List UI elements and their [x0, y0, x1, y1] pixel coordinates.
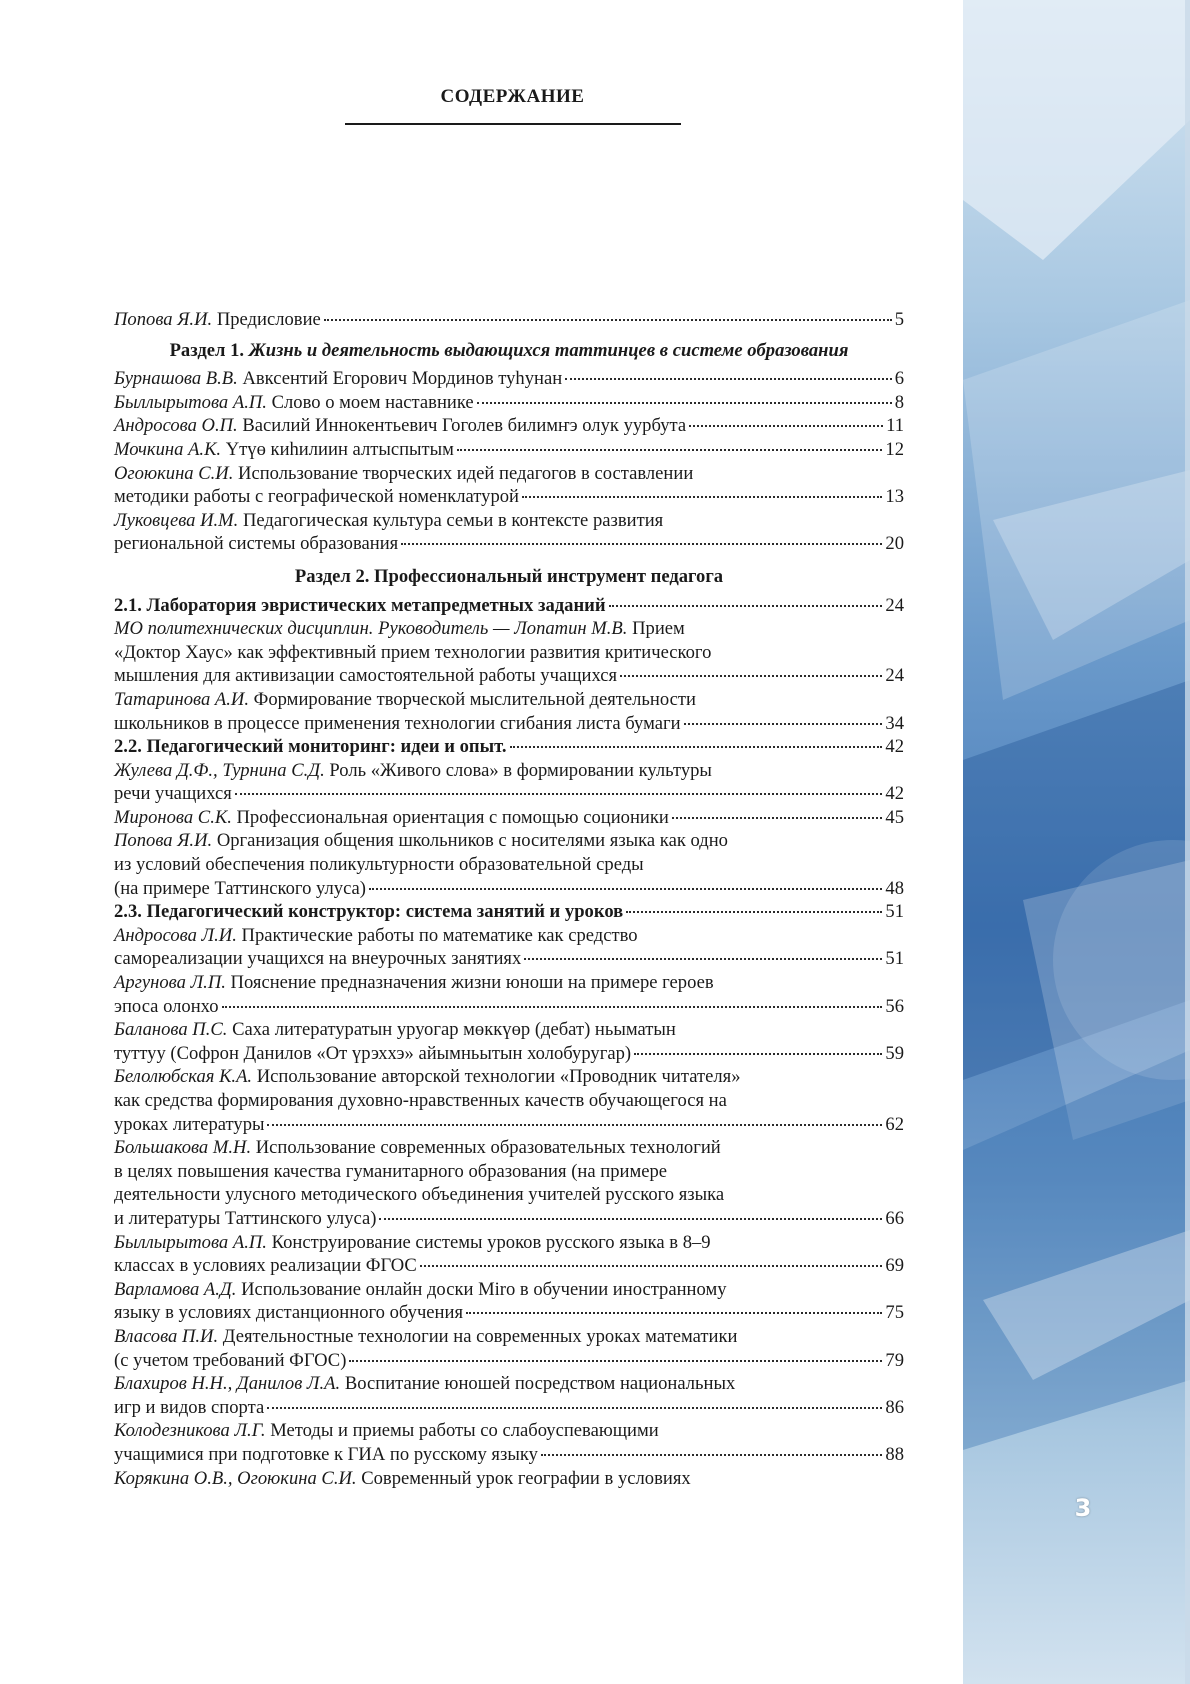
toc-page: 79: [885, 1349, 904, 1371]
toc-title: (на примере Таттинского улуса): [114, 877, 367, 899]
dot-leader: [420, 1265, 883, 1267]
dot-leader: [689, 425, 883, 427]
dot-leader: [672, 817, 883, 819]
toc-entry[interactable]: [114, 782, 904, 806]
toc-entry[interactable]: [114, 391, 904, 415]
toc-page: 12: [885, 438, 904, 460]
toc-author: Миронова С.К.: [114, 806, 232, 828]
toc-entry-line: деятельности улусного методического объединения учителей русского языка: [114, 1184, 725, 1206]
toc-author: Жулева Д.Ф., Турнина С.Д.: [114, 759, 325, 781]
toc-title: Формирование творческой мыслительной деятельности: [253, 688, 696, 710]
toc-entry-line[interactable]: [114, 829, 904, 853]
toc-entry[interactable]: [114, 1113, 904, 1137]
toc-title: Деятельностные технологии на современных уроках математики: [222, 1325, 738, 1347]
toc-title: (с учетом требований ФГОС): [114, 1349, 347, 1371]
toc-entry-line[interactable]: [114, 1419, 904, 1443]
section-heading: Раздел 2. Профессиональный инструмент педагога: [294, 565, 724, 587]
toc-entry[interactable]: [114, 1443, 904, 1467]
toc-entry-line[interactable]: [114, 1467, 904, 1491]
toc-title: Авксентий Егорович Мординов туһунан: [242, 368, 563, 390]
toc-entry-line[interactable]: [114, 971, 904, 995]
toc-author: Блахиров Н.Н., Данилов Л.А.: [114, 1373, 341, 1395]
toc-title: Слово о моем наставнике: [271, 391, 474, 413]
toc-title: Профессиональная ориентация с помощью соционики: [236, 806, 669, 828]
toc-title: региональной системы образования: [114, 533, 399, 555]
dot-leader: [222, 1006, 883, 1008]
toc-entry-line[interactable]: [114, 509, 904, 533]
toc-page: 6: [894, 368, 904, 390]
toc-entry[interactable]: [114, 947, 904, 971]
dot-leader: [565, 378, 892, 380]
toc-author: Белолюбская К.А.: [114, 1066, 253, 1088]
toc-page: 59: [885, 1042, 904, 1064]
decorative-side-band: [963, 0, 1190, 1684]
toc-author: Андросова О.П.: [114, 415, 238, 437]
subsection-title: 2.1. Лаборатория эвристических метапредметных заданий: [114, 594, 606, 616]
toc-entry-line[interactable]: [114, 924, 904, 948]
table-of-contents: [114, 308, 904, 1490]
toc-title: Роль «Живого слова» в формировании культуры: [329, 759, 712, 781]
dot-leader: [401, 543, 882, 545]
dot-leader: [510, 746, 883, 748]
toc-author: Власова П.И.: [114, 1325, 219, 1347]
toc-entry-line[interactable]: [114, 1065, 904, 1089]
toc-author: Быллырытова А.П.: [114, 1231, 267, 1253]
toc-title: туттуу (Софрон Данилов «От үрэххэ» айымньытын холобуругар): [114, 1042, 632, 1064]
dot-leader: [466, 1312, 882, 1314]
toc-entry-line[interactable]: [114, 1325, 904, 1349]
dot-leader: [524, 958, 882, 960]
toc-page: 45: [885, 806, 904, 828]
toc-title: языку в условиях дистанционного обучения: [114, 1302, 464, 1324]
toc-title: мышления для активизации самостоятельной работы учащихся: [114, 665, 618, 687]
toc-entry[interactable]: [114, 806, 904, 830]
page-title: СОДЕРЖАНИЕ: [440, 86, 585, 107]
toc-entry[interactable]: [114, 877, 904, 901]
toc-title: учащимися при подготовке к ГИА по русскому языку: [114, 1443, 538, 1465]
toc-entry-line[interactable]: [114, 617, 904, 641]
decorative-shapes: [963, 0, 1190, 1684]
section-heading: [114, 339, 904, 363]
toc-title: игр и видов спорта: [114, 1396, 265, 1418]
dot-leader: [626, 911, 882, 913]
toc-title: Использование авторской технологии «Проводник читателя»: [256, 1066, 741, 1088]
dot-leader: [609, 605, 883, 607]
title-underline: [345, 123, 681, 125]
toc-page: 75: [885, 1302, 904, 1324]
subsection-title: 2.3. Педагогический конструктор: система занятий и уроков: [114, 901, 624, 923]
toc-author: Варламова А.Д.: [114, 1278, 237, 1300]
dot-leader: [349, 1360, 882, 1362]
dot-leader: [541, 1454, 883, 1456]
dot-leader: [379, 1218, 882, 1220]
toc-title: и литературы Таттинского улуса): [114, 1207, 377, 1229]
toc-author: Колодезникова Л.Г.: [114, 1420, 266, 1442]
toc-title: Современный урок географии в условиях: [361, 1467, 691, 1489]
subsection-entry[interactable]: [114, 900, 904, 924]
toc-page: 48: [885, 877, 904, 899]
toc-title: Использование творческих идей педагогов в составлении: [238, 462, 694, 484]
toc-title: Организация общения школьников с носителями языка как одно: [216, 830, 728, 852]
toc-title: Методы и приемы работы со слабоуспевающими: [270, 1420, 659, 1442]
toc-entry[interactable]: [114, 664, 904, 688]
toc-entry[interactable]: [114, 1349, 904, 1373]
toc-entry[interactable]: [114, 1396, 904, 1420]
toc-title: самореализации учащихся на внеурочных занятиях: [114, 948, 522, 970]
toc-author: Луковцева И.М.: [114, 509, 239, 531]
toc-entry-line[interactable]: [114, 1136, 904, 1160]
toc-title: уроках литературы: [114, 1113, 265, 1135]
toc-entry-line: как средства формирования духовно-нравственных качеств обучающегося на: [114, 1090, 727, 1111]
toc-entry[interactable]: [114, 308, 904, 332]
toc-title: классах в условиях реализации ФГОС: [114, 1255, 417, 1277]
toc-title: Үтүө киһилиин алтыспытым: [225, 438, 454, 460]
toc-title: Василий Иннокентьевич Гоголев билимҥэ олук уурбута: [242, 415, 687, 437]
toc-author: Мочкина А.К.: [114, 438, 222, 460]
toc-page: 86: [885, 1396, 904, 1418]
toc-author: Огоюкина С.И.: [114, 462, 234, 484]
dot-leader: [369, 888, 882, 890]
dot-leader: [684, 723, 883, 725]
toc-entry-line[interactable]: [114, 1018, 904, 1042]
toc-entry[interactable]: [114, 1301, 904, 1325]
toc-entry[interactable]: [114, 485, 904, 509]
toc-entry-line[interactable]: [114, 1231, 904, 1255]
toc-page: 42: [885, 736, 904, 758]
toc-title: школьников в процессе применения технологии сгибания листа бумаги: [114, 712, 681, 734]
toc-page: 8: [894, 391, 904, 413]
toc-page: 51: [885, 901, 904, 923]
toc-page: 56: [885, 995, 904, 1017]
toc-author: Баланова П.С.: [114, 1019, 228, 1041]
toc-title: Предисловие: [216, 309, 321, 330]
dot-leader: [620, 675, 882, 677]
toc-title: Практические работы по математике как средство: [241, 924, 638, 946]
dot-leader: [457, 449, 882, 451]
section-prefix: Раздел 1.: [169, 339, 245, 361]
toc-author: Андросова Л.И.: [114, 924, 237, 946]
toc-entry[interactable]: [114, 1042, 904, 1066]
toc-title: Саха литературатын уруогар мөккүөр (дебат) ньыматын: [232, 1019, 676, 1041]
toc-entry-line[interactable]: [114, 462, 904, 486]
page-number: 3: [1074, 1494, 1092, 1522]
toc-title: Прием: [632, 618, 685, 640]
toc-author: Попова Я.И.: [114, 830, 213, 852]
toc-entry[interactable]: [114, 414, 904, 438]
toc-title: Воспитание юношей посредством национальных: [344, 1373, 736, 1395]
section-title: Жизнь и деятельность выдающихся таттинцев в системе образования: [248, 339, 849, 361]
toc-author: Быллырытова А.П.: [114, 391, 267, 413]
toc-title: методики работы с географической номенклатурой: [114, 486, 520, 508]
dot-leader: [235, 793, 883, 795]
toc-page: 11: [886, 415, 904, 437]
toc-entry-line[interactable]: [114, 759, 904, 783]
toc-author: Бурнашова В.В.: [114, 368, 238, 390]
toc-entry-line[interactable]: [114, 688, 904, 712]
toc-title: Использование онлайн доски Miro в обучении иностранному: [241, 1278, 727, 1300]
toc-title: Педагогическая культура семьи в контексте развития: [242, 509, 664, 531]
toc-author: Большакова М.Н.: [114, 1137, 252, 1159]
toc-page: 42: [885, 783, 904, 805]
toc-page: 88: [885, 1443, 904, 1465]
toc-entry[interactable]: [114, 712, 904, 736]
toc-page: 69: [885, 1255, 904, 1277]
toc-entry[interactable]: [114, 995, 904, 1019]
toc-author: Татаринова А.И.: [114, 688, 250, 710]
toc-author: Аргунова Л.П.: [114, 972, 226, 994]
toc-author: Корякина О.В., Огоюкина С.И.: [114, 1467, 357, 1489]
toc-page: 24: [885, 665, 904, 687]
dot-leader: [522, 496, 882, 498]
toc-entry-line: в целях повышения качества гуманитарного образования (на примере: [114, 1160, 668, 1182]
toc-page: 66: [885, 1207, 904, 1229]
subsection-title: 2.2. Педагогический мониторинг: идеи и опыт.: [114, 736, 507, 758]
toc-entry[interactable]: [114, 367, 904, 391]
toc-entry[interactable]: [114, 1207, 904, 1231]
subsection-entry[interactable]: [114, 594, 904, 618]
toc-entry-line: из условий обеспечения поликультурности образовательной среды: [114, 854, 644, 876]
toc-entry-line[interactable]: [114, 1278, 904, 1302]
toc-page: 20: [885, 533, 904, 555]
dot-leader: [477, 402, 892, 404]
toc-entry[interactable]: [114, 438, 904, 462]
toc-page: 13: [885, 486, 904, 508]
dot-leader: [267, 1407, 882, 1409]
subsection-entry[interactable]: [114, 735, 904, 759]
toc-author: МО политехнических дисциплин. Руководитель — Лопатин М.В.: [114, 618, 628, 640]
toc-page: 5: [894, 309, 904, 330]
toc-title: Конструирование системы уроков русского языка в 8–9: [271, 1231, 711, 1253]
toc-entry-line: «Доктор Хаус» как эффективный прием технологии развития критического: [114, 641, 712, 663]
toc-entry[interactable]: [114, 532, 904, 556]
toc-page: 51: [885, 948, 904, 970]
dot-leader: [324, 319, 892, 321]
toc-title: Использование современных образовательных технологий: [255, 1137, 721, 1159]
toc-entry-line[interactable]: [114, 1372, 904, 1396]
toc-title: Пояснение предназначения жизни юноши на примере героев: [230, 972, 714, 994]
dot-leader: [267, 1124, 882, 1126]
dot-leader: [634, 1053, 882, 1055]
toc-title: эпоса олонхо: [114, 995, 219, 1017]
toc-author: Попова Я.И.: [114, 309, 213, 330]
toc-entry[interactable]: [114, 1254, 904, 1278]
toc-page: 34: [885, 712, 904, 734]
toc-page: 24: [885, 594, 904, 616]
toc-title: речи учащихся: [114, 783, 232, 805]
toc-page: 62: [885, 1113, 904, 1135]
